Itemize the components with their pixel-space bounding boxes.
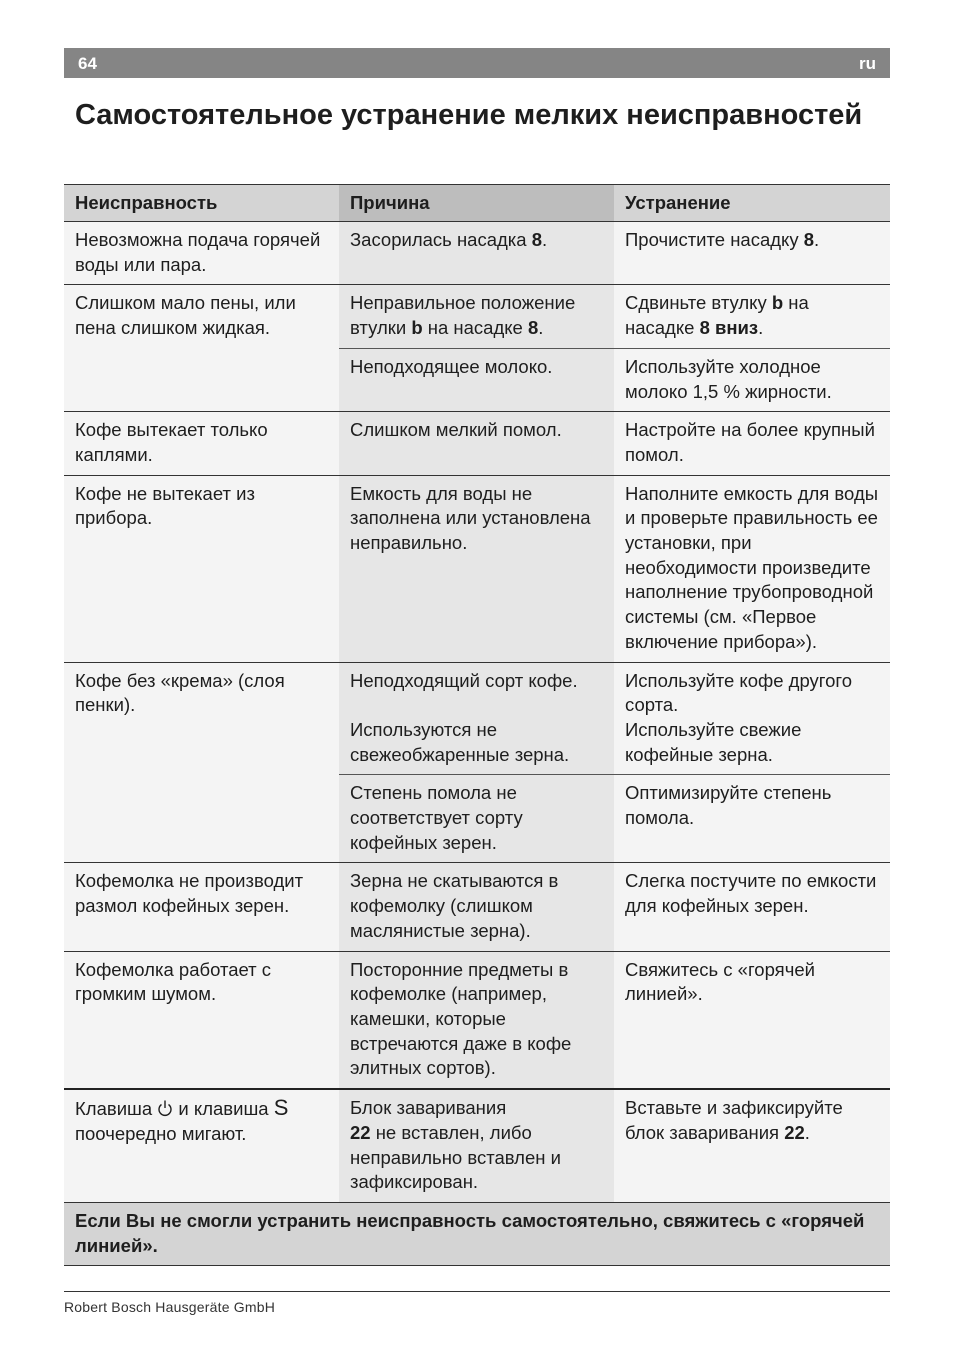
table-row xyxy=(64,285,890,348)
cause-cell: Засорилась насадка 8. xyxy=(339,222,614,285)
hotline-note: Если Вы не смогли устранить неисправность самостоятельно, свяжитесь с «горячей линией». xyxy=(64,1202,890,1265)
table-row xyxy=(64,951,890,1089)
table-row xyxy=(64,475,890,662)
cause-cell: Неподходящий сорт кофе. Используются не свежеобжаренные зерна. xyxy=(339,662,614,775)
page-title: Самостоятельное устранение мелких неисправностей xyxy=(75,99,863,131)
cause-cell: Слишком мелкий помол. xyxy=(339,412,614,475)
table-row xyxy=(64,412,890,475)
fix-cell: Свяжитесь с «горячей линией». xyxy=(614,951,890,1089)
language-code: ru xyxy=(859,54,876,73)
s-key-label: S xyxy=(273,1095,289,1121)
fix-cell: Используйте холодное молоко 1,5 % жирности. xyxy=(614,348,890,411)
fault-cell: Кофемолка не производит размол кофейных зерен. xyxy=(64,863,339,951)
table-row xyxy=(64,222,890,285)
fault-cell: Слишком мало пены, или пена слишком жидкая. xyxy=(64,285,339,412)
fault-cell: Кофемолка работает с громким шумом. xyxy=(64,951,339,1089)
fix-cell: Используйте кофе другого сорта. Используйте свежие кофейные зерна. xyxy=(614,662,890,775)
fix-cell: Оптимизируйте степень помола. xyxy=(614,775,890,863)
fault-cell: Кофе не вытекает из прибора. xyxy=(64,475,339,662)
table-row xyxy=(64,1089,890,1202)
page-header-bar xyxy=(64,48,890,78)
page-number: 64 xyxy=(78,54,97,73)
power-icon xyxy=(157,1099,173,1117)
column-header-fault: Неисправность xyxy=(64,185,339,222)
fault-cell: Кофе вытекает только каплями. xyxy=(64,412,339,475)
fault-cell: Невозможна подача горячей воды или пара. xyxy=(64,222,339,285)
cause-cell: Блок заваривания 22 не вставлен, либо неправильно вставлен и зафиксирован. xyxy=(339,1089,614,1202)
column-header-cause: Причина xyxy=(339,185,614,222)
cause-cell: Степень помола не соответствует сорту кофейных зерен. xyxy=(339,775,614,863)
hotline-note-row xyxy=(64,1202,890,1265)
table-header-row xyxy=(64,185,890,222)
fault-cell: Клавиша и клавиша S поочередно мигают. xyxy=(64,1089,339,1202)
fix-cell: Наполните емкость для воды и проверьте правильность ее установки, при необходимости произведите наполнение трубопроводной системы (см. «Первое включение прибора»). xyxy=(614,475,890,662)
cause-cell: Неправильное положение втулки b на насадке 8. xyxy=(339,285,614,348)
fix-cell: Слегка постучите по емкости для кофейных зерен. xyxy=(614,863,890,951)
cause-cell: Неподходящее молоко. xyxy=(339,348,614,411)
cause-cell: Емкость для воды не заполнена или установлена неправильно. xyxy=(339,475,614,662)
fix-cell: Прочистите насадку 8. xyxy=(614,222,890,285)
table-row xyxy=(64,863,890,951)
troubleshooting-table xyxy=(64,184,890,1266)
cause-cell: Посторонние предметы в кофемолке (например, камешки, которые встречаются даже в кофе элитных сортов). xyxy=(339,951,614,1089)
column-header-fix: Устранение xyxy=(614,185,890,222)
fix-cell: Вставьте и зафиксируйте блок заваривания 22. xyxy=(614,1089,890,1202)
fix-cell: Сдвиньте втулку b на насадке 8 вниз. xyxy=(614,285,890,348)
table-row xyxy=(64,662,890,775)
fault-cell: Кофе без «крема» (слоя пенки). xyxy=(64,662,339,863)
fix-cell: Настройте на более крупный помол. xyxy=(614,412,890,475)
cause-cell: Зерна не скатываются в кофемолку (слишком маслянистые зерна). xyxy=(339,863,614,951)
footer-divider xyxy=(64,1291,890,1292)
footer-company: Robert Bosch Hausgeräte GmbH xyxy=(64,1299,276,1315)
